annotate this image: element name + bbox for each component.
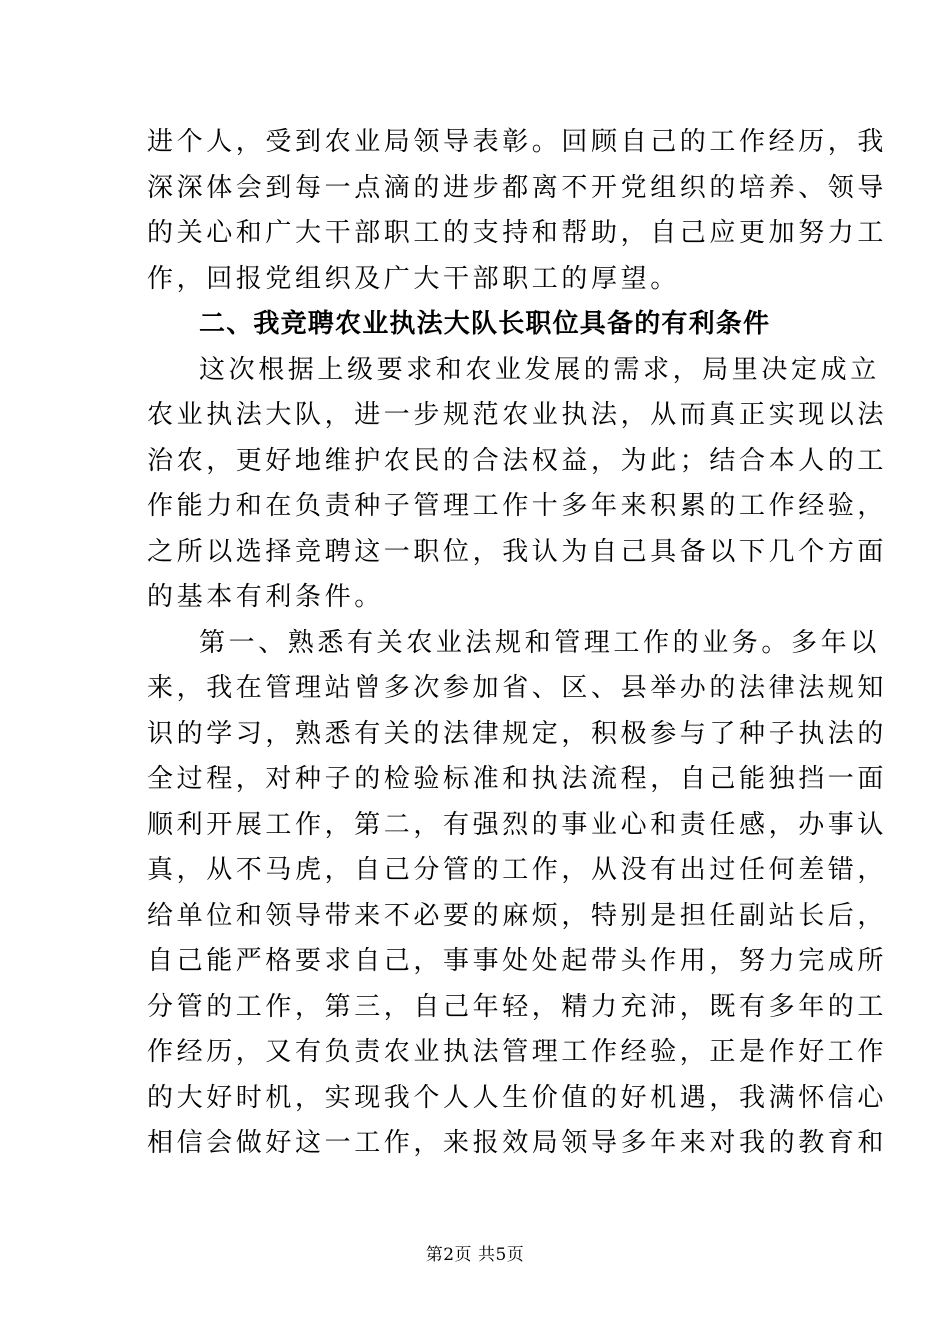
document-body (147, 120, 888, 1167)
text-line: 来，我在管理站曾多次参加省、区、县举办的法律法规知 (147, 673, 888, 703)
text-line: 治农，更好地维护农民的合法权益，为此；结合本人的工 (147, 445, 888, 476)
text-line: 作能力和在负责种子管理工作十多年来积累的工作经验， (147, 491, 888, 521)
text-line: 深深体会到每一点滴的进步都离不开党组织的培养、领导 (147, 172, 888, 203)
text-line: 作，回报党组织及广大干部职工的厚望。 (147, 263, 680, 294)
text-line: 分管的工作，第三，自己年轻，精力充沛，既有多年的工 (147, 991, 888, 1022)
text-line: 作经历，又有负责农业执法管理工作经验，正是作好工作 (147, 1037, 888, 1067)
paragraph-first-line: 第一、熟悉有关农业法规和管理工作的业务。多年以 (199, 627, 880, 658)
text-line: 农业执法大队，进一步规范农业执法，从而真正实现以法 (147, 400, 888, 430)
text-line: 识的学习，熟悉有关的法律规定，积极参与了种子执法的 (147, 718, 888, 749)
text-line: 的关心和广大干部职工的支持和帮助，自己应更加努力工 (147, 218, 888, 248)
paragraph-first-line: 这次根据上级要求和农业发展的需求，局里决定成立 (199, 354, 880, 385)
text-line: 的大好时机，实现我个人人生价值的好机遇，我满怀信心 (147, 1082, 888, 1113)
text-line: 全过程，对种子的检验标准和执法流程，自己能独挡一面 (147, 764, 888, 794)
text-line: 顺利开展工作，第二，有强烈的事业心和责任感，办事认 (147, 809, 888, 840)
text-line: 进个人，受到农业局领导表彰。回顾自己的工作经历，我 (147, 127, 888, 157)
text-line: 自己能严格要求自己，事事处处起带头作用，努力完成所 (147, 946, 888, 976)
text-line: 之所以选择竞聘这一职位，我认为自己具备以下几个方面 (147, 536, 888, 567)
text-line: 给单位和领导带来不必要的麻烦，特别是担任副站长后， (147, 900, 888, 931)
text-line: 真，从不马虎，自己分管的工作，从没有出过任何差错， (147, 855, 888, 885)
text-line: 相信会做好这一工作，来报效局领导多年来对我的教育和 (147, 1128, 888, 1158)
text-line: 的基本有利条件。 (147, 582, 384, 612)
page-number-footer: 第2页 共5页 (425, 1245, 525, 1265)
section-heading: 二、我竞聘农业执法大队长职位具备的有利条件 (199, 309, 771, 339)
